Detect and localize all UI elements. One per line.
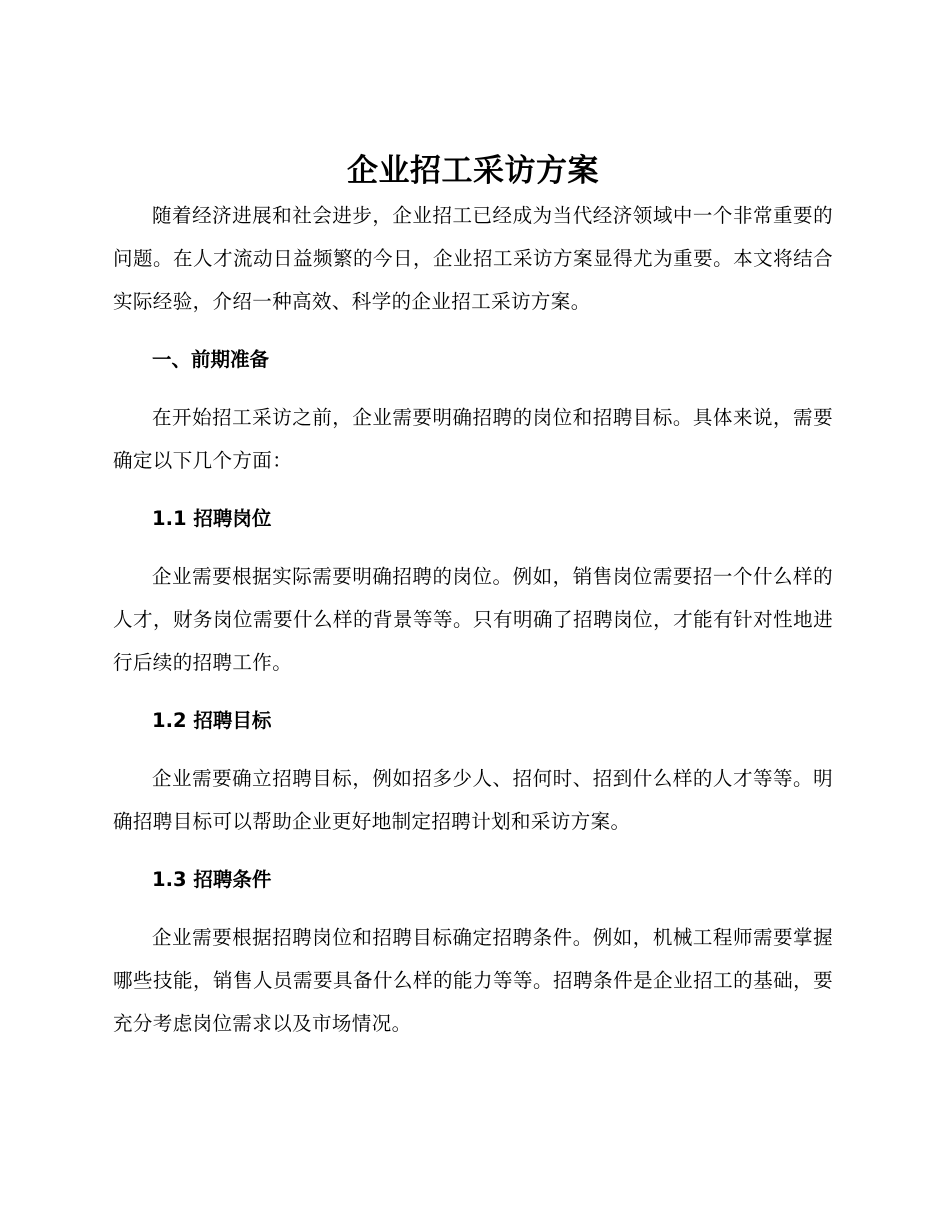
- section-heading-positions: 1.1 招聘岗位: [152, 507, 272, 530]
- section-paragraph-preparation: 在开始招工采访之前，企业需要明确招聘的岗位和招聘目标。具体来说，需要确定以下几个方面：: [113, 406, 833, 472]
- spacer: [113, 684, 833, 699]
- document-page: [113, 148, 833, 1045]
- document-title: 企业招工采访方案: [347, 153, 599, 189]
- spacer: [113, 742, 833, 757]
- spacer: [113, 901, 833, 916]
- section-paragraph-targets: 企业需要确立招聘目标，例如招多少人、招何时、招到什么样的人才等等。明确招聘目标可以帮助企业更好地制定招聘计划和采访方案。: [113, 767, 833, 833]
- spacer: [113, 482, 833, 497]
- spacer: [113, 540, 833, 555]
- section-paragraph-conditions: 企业需要根据招聘岗位和招聘目标确定招聘条件。例如，机械工程师需要掌握哪些技能，销售人员需要具备什么样的能力等等。招聘条件是企业招工的基础，要充分考虑岗位需求以及市场情况。: [113, 926, 833, 1035]
- section-heading-conditions: 1.3 招聘条件: [152, 868, 272, 891]
- intro-paragraph: 随着经济进展和社会进步，企业招工已经成为当代经济领域中一个非常重要的问题。在人才流动日益频繁的今日，企业招工采访方案显得尤为重要。本文将结合实际经验，介绍一种高效、科学的企业招工采访方案。: [113, 204, 833, 313]
- spacer: [113, 843, 833, 858]
- section-heading-targets: 1.2 招聘目标: [152, 709, 272, 732]
- spacer: [113, 381, 833, 396]
- spacer: [113, 323, 833, 338]
- section-heading-preparation: 一、前期准备: [152, 348, 270, 371]
- section-paragraph-positions: 企业需要根据实际需要明确招聘的岗位。例如，销售岗位需要招一个什么样的人才，财务岗位需要什么样的背景等等。只有明确了招聘岗位，才能有针对性地进行后续的招聘工作。: [113, 565, 833, 674]
